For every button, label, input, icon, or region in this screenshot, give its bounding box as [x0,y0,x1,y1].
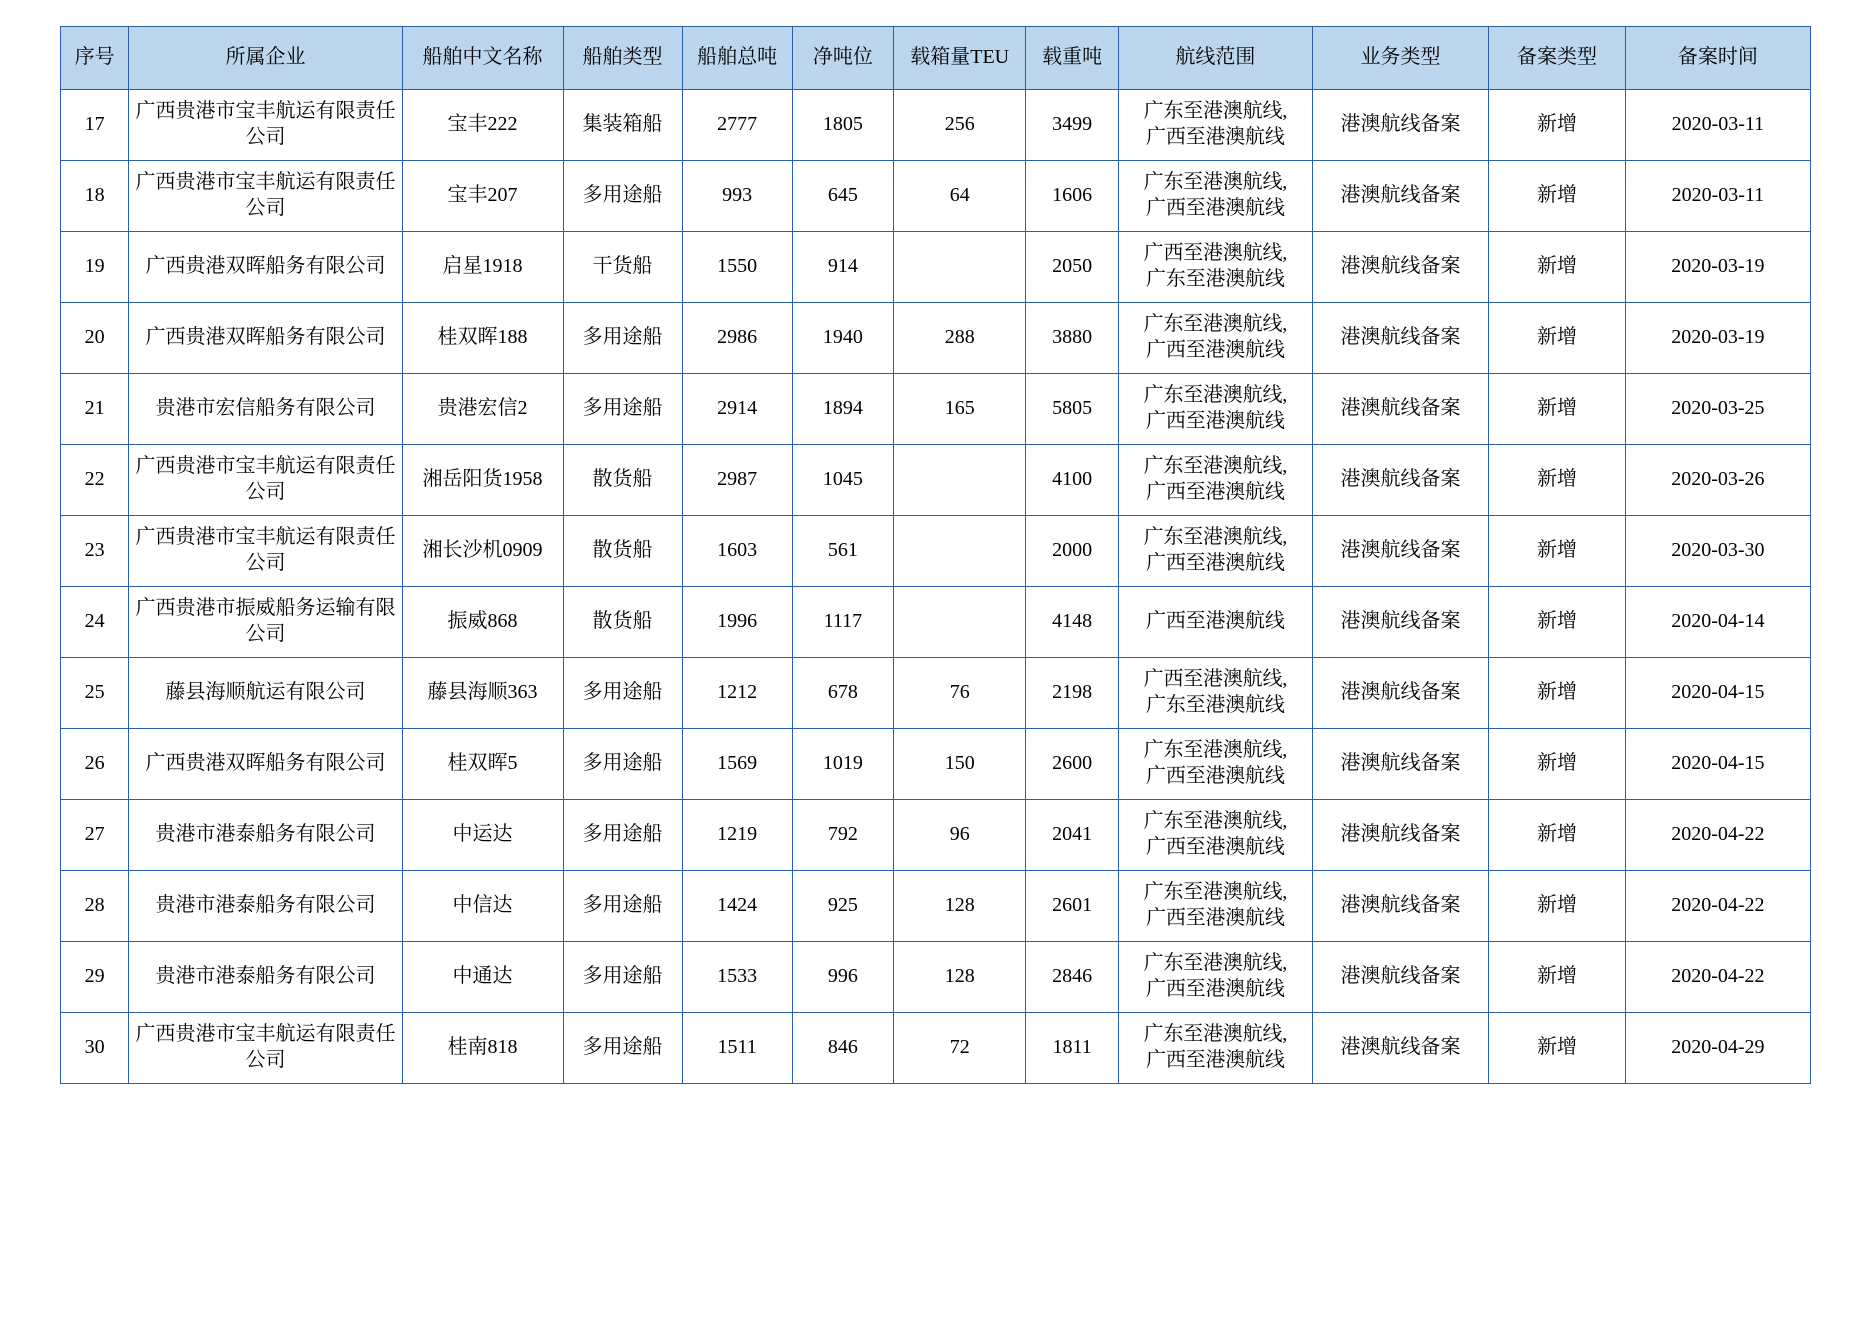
cell-ship-name: 湘长沙机0909 [402,516,563,587]
table-row [61,303,1811,374]
column-header-teu: 载箱量TEU [894,27,1026,90]
cell-index: 20 [61,303,129,374]
cell-ship-name: 中运达 [402,800,563,871]
route-line-2: 广西至港澳航线 [1146,1049,1285,1071]
cell-gross-tonnage: 2777 [682,90,792,161]
cell-filing-date: 2020-04-22 [1625,942,1810,1013]
table-row [61,161,1811,232]
table-row [61,658,1811,729]
route-line-1: 广东至港澳航线, [1143,384,1288,407]
cell-dwt: 3499 [1026,90,1119,161]
cell-filing-date: 2020-04-29 [1625,1013,1810,1084]
cell-route-range [1118,587,1312,658]
cell-business-type: 港澳航线备案 [1312,871,1488,942]
cell-index: 25 [61,658,129,729]
cell-ship-type: 散货船 [563,516,682,587]
cell-ship-name: 振威868 [402,587,563,658]
route-line-2: 广西至港澳航线 [1146,410,1285,432]
cell-ship-name: 中信达 [402,871,563,942]
cell-gross-tonnage: 1424 [682,871,792,942]
cell-teu: 288 [894,303,1026,374]
cell-company: 贵港市港泰船务有限公司 [129,800,402,871]
table-row [61,587,1811,658]
cell-dwt: 2000 [1026,516,1119,587]
cell-company: 广西贵港市宝丰航运有限责任公司 [129,1013,402,1084]
cell-filing-date: 2020-04-22 [1625,871,1810,942]
cell-gross-tonnage: 1569 [682,729,792,800]
route-line-2: 广西至港澳航线 [1146,339,1285,361]
table-row [61,1013,1811,1084]
column-header-gross-tonnage: 船舶总吨 [682,27,792,90]
cell-net-tonnage: 792 [792,800,893,871]
table-row [61,232,1811,303]
table-row [61,871,1811,942]
cell-teu [894,516,1026,587]
cell-filing-type: 新增 [1489,303,1626,374]
cell-filing-date: 2020-03-11 [1625,90,1810,161]
cell-route-range [1118,374,1312,445]
cell-gross-tonnage: 1996 [682,587,792,658]
cell-filing-date: 2020-04-15 [1625,729,1810,800]
cell-business-type: 港澳航线备案 [1312,729,1488,800]
cell-gross-tonnage: 993 [682,161,792,232]
cell-ship-type: 多用途船 [563,1013,682,1084]
cell-ship-type: 散货船 [563,587,682,658]
route-line-1: 广东至港澳航线, [1143,952,1288,975]
cell-net-tonnage: 996 [792,942,893,1013]
route-line-2: 广西至港澳航线 [1146,907,1285,929]
cell-index: 28 [61,871,129,942]
cell-business-type: 港澳航线备案 [1312,800,1488,871]
cell-company: 广西贵港市宝丰航运有限责任公司 [129,90,402,161]
column-header-index: 序号 [61,27,129,90]
cell-business-type: 港澳航线备案 [1312,232,1488,303]
cell-route-range [1118,658,1312,729]
cell-business-type: 港澳航线备案 [1312,303,1488,374]
cell-filing-type: 新增 [1489,90,1626,161]
column-header-route-range: 航线范围 [1118,27,1312,90]
cell-net-tonnage: 678 [792,658,893,729]
cell-index: 17 [61,90,129,161]
cell-teu: 150 [894,729,1026,800]
cell-ship-name: 宝丰207 [402,161,563,232]
cell-dwt: 2600 [1026,729,1119,800]
cell-net-tonnage: 645 [792,161,893,232]
cell-index: 26 [61,729,129,800]
cell-company: 贵港市宏信船务有限公司 [129,374,402,445]
cell-dwt: 1606 [1026,161,1119,232]
route-line-2: 广西至港澳航线 [1146,197,1285,219]
cell-ship-type: 集装箱船 [563,90,682,161]
cell-gross-tonnage: 1603 [682,516,792,587]
cell-net-tonnage: 1805 [792,90,893,161]
cell-gross-tonnage: 1511 [682,1013,792,1084]
cell-business-type: 港澳航线备案 [1312,516,1488,587]
cell-company: 贵港市港泰船务有限公司 [129,871,402,942]
cell-ship-type: 多用途船 [563,374,682,445]
cell-teu [894,445,1026,516]
cell-ship-name: 桂南818 [402,1013,563,1084]
cell-ship-type: 多用途船 [563,942,682,1013]
route-line-1: 广东至港澳航线, [1143,313,1288,336]
cell-ship-name: 湘岳阳货1958 [402,445,563,516]
cell-route-range [1118,800,1312,871]
cell-company: 广西贵港双晖船务有限公司 [129,729,402,800]
cell-company: 广西贵港双晖船务有限公司 [129,303,402,374]
table-row [61,516,1811,587]
cell-filing-type: 新增 [1489,516,1626,587]
cell-dwt: 4100 [1026,445,1119,516]
cell-filing-type: 新增 [1489,800,1626,871]
column-header-business-type: 业务类型 [1312,27,1488,90]
cell-dwt: 2601 [1026,871,1119,942]
cell-gross-tonnage: 1219 [682,800,792,871]
cell-index: 22 [61,445,129,516]
cell-business-type: 港澳航线备案 [1312,1013,1488,1084]
cell-company: 广西贵港市宝丰航运有限责任公司 [129,516,402,587]
cell-ship-name: 贵港宏信2 [402,374,563,445]
cell-filing-date: 2020-03-19 [1625,303,1810,374]
cell-ship-name: 宝丰222 [402,90,563,161]
cell-route-range [1118,729,1312,800]
cell-dwt: 3880 [1026,303,1119,374]
cell-filing-date: 2020-04-22 [1625,800,1810,871]
table-row [61,90,1811,161]
table-row [61,800,1811,871]
cell-teu: 256 [894,90,1026,161]
cell-filing-date: 2020-03-26 [1625,445,1810,516]
cell-filing-type: 新增 [1489,658,1626,729]
cell-net-tonnage: 925 [792,871,893,942]
cell-dwt: 2198 [1026,658,1119,729]
cell-filing-date: 2020-03-11 [1625,161,1810,232]
cell-filing-type: 新增 [1489,871,1626,942]
route-line-2: 广东至港澳航线 [1146,694,1285,716]
cell-gross-tonnage: 2987 [682,445,792,516]
route-line-2: 广西至港澳航线 [1146,552,1285,574]
route-line-1: 广东至港澳航线, [1143,1023,1288,1046]
cell-ship-type: 多用途船 [563,800,682,871]
cell-route-range [1118,445,1312,516]
cell-company: 藤县海顺航运有限公司 [129,658,402,729]
route-line-2: 广西至港澳航线 [1146,126,1285,148]
cell-filing-date: 2020-03-30 [1625,516,1810,587]
cell-business-type: 港澳航线备案 [1312,161,1488,232]
route-line-1: 广西至港澳航线, [1143,242,1288,265]
cell-dwt: 2041 [1026,800,1119,871]
table-row [61,374,1811,445]
cell-company: 广西贵港双晖船务有限公司 [129,232,402,303]
route-line-1: 广东至港澳航线, [1143,881,1288,904]
cell-ship-type: 散货船 [563,445,682,516]
cell-ship-name: 藤县海顺363 [402,658,563,729]
cell-gross-tonnage: 2914 [682,374,792,445]
cell-business-type: 港澳航线备案 [1312,942,1488,1013]
cell-business-type: 港澳航线备案 [1312,90,1488,161]
cell-company: 广西贵港市振威船务运输有限公司 [129,587,402,658]
cell-ship-name: 桂双晖5 [402,729,563,800]
cell-filing-date: 2020-04-15 [1625,658,1810,729]
route-line-1: 广东至港澳航线, [1143,526,1288,549]
cell-index: 27 [61,800,129,871]
cell-filing-type: 新增 [1489,942,1626,1013]
route-line-1: 广东至港澳航线, [1143,455,1288,478]
table-body [61,90,1811,1084]
cell-gross-tonnage: 1212 [682,658,792,729]
route-line-2: 广西至港澳航线 [1146,836,1285,858]
route-line-1: 广西至港澳航线, [1143,668,1288,691]
table-row [61,729,1811,800]
cell-index: 21 [61,374,129,445]
cell-ship-type: 多用途船 [563,729,682,800]
column-header-filing-type: 备案类型 [1489,27,1626,90]
cell-teu [894,232,1026,303]
cell-teu [894,587,1026,658]
cell-route-range [1118,516,1312,587]
cell-business-type: 港澳航线备案 [1312,374,1488,445]
cell-dwt: 2050 [1026,232,1119,303]
cell-net-tonnage: 561 [792,516,893,587]
column-header-ship-name: 船舶中文名称 [402,27,563,90]
cell-route-range [1118,90,1312,161]
cell-route-range [1118,942,1312,1013]
cell-filing-type: 新增 [1489,587,1626,658]
cell-filing-type: 新增 [1489,445,1626,516]
cell-ship-name: 中通达 [402,942,563,1013]
cell-gross-tonnage: 1533 [682,942,792,1013]
cell-net-tonnage: 1894 [792,374,893,445]
cell-index: 18 [61,161,129,232]
table-row [61,445,1811,516]
cell-company: 广西贵港市宝丰航运有限责任公司 [129,445,402,516]
cell-filing-type: 新增 [1489,1013,1626,1084]
cell-route-range [1118,232,1312,303]
cell-filing-date: 2020-03-19 [1625,232,1810,303]
cell-net-tonnage: 1045 [792,445,893,516]
cell-business-type: 港澳航线备案 [1312,445,1488,516]
cell-filing-type: 新增 [1489,374,1626,445]
cell-dwt: 5805 [1026,374,1119,445]
cell-filing-type: 新增 [1489,232,1626,303]
route-line-1: 广东至港澳航线, [1143,739,1288,762]
cell-ship-type: 干货船 [563,232,682,303]
cell-filing-date: 2020-03-25 [1625,374,1810,445]
cell-route-range [1118,303,1312,374]
cell-ship-type: 多用途船 [563,658,682,729]
table-header-row [61,27,1811,90]
cell-business-type: 港澳航线备案 [1312,658,1488,729]
cell-dwt: 2846 [1026,942,1119,1013]
cell-ship-name: 桂双晖188 [402,303,563,374]
cell-dwt: 1811 [1026,1013,1119,1084]
cell-business-type: 港澳航线备案 [1312,587,1488,658]
cell-net-tonnage: 1019 [792,729,893,800]
route-line-2: 广西至港澳航线 [1146,978,1285,1000]
column-header-company: 所属企业 [129,27,402,90]
cell-ship-name: 启星1918 [402,232,563,303]
column-header-net-tonnage: 净吨位 [792,27,893,90]
ship-filing-table [60,26,1811,1084]
table-row [61,942,1811,1013]
cell-gross-tonnage: 1550 [682,232,792,303]
cell-teu: 128 [894,871,1026,942]
cell-index: 30 [61,1013,129,1084]
cell-index: 24 [61,587,129,658]
cell-ship-type: 多用途船 [563,303,682,374]
cell-teu: 96 [894,800,1026,871]
route-line-1: 广东至港澳航线, [1143,810,1288,833]
column-header-filing-date: 备案时间 [1625,27,1810,90]
column-header-ship-type: 船舶类型 [563,27,682,90]
cell-gross-tonnage: 2986 [682,303,792,374]
cell-company: 广西贵港市宝丰航运有限责任公司 [129,161,402,232]
cell-route-range [1118,871,1312,942]
route-line-2: 广西至港澳航线 [1146,765,1285,787]
route-line-2: 广西至港澳航线 [1146,481,1285,503]
cell-net-tonnage: 1940 [792,303,893,374]
cell-teu: 72 [894,1013,1026,1084]
cell-teu: 165 [894,374,1026,445]
cell-route-range [1118,1013,1312,1084]
cell-ship-type: 多用途船 [563,161,682,232]
cell-index: 23 [61,516,129,587]
route-line-1: 广东至港澳航线, [1143,171,1288,194]
cell-teu: 128 [894,942,1026,1013]
cell-teu: 64 [894,161,1026,232]
route-line-1: 广西至港澳航线 [1146,610,1285,633]
cell-company: 贵港市港泰船务有限公司 [129,942,402,1013]
cell-teu: 76 [894,658,1026,729]
cell-dwt: 4148 [1026,587,1119,658]
cell-net-tonnage: 846 [792,1013,893,1084]
cell-ship-type: 多用途船 [563,871,682,942]
route-line-1: 广东至港澳航线, [1143,100,1288,123]
cell-net-tonnage: 1117 [792,587,893,658]
cell-filing-date: 2020-04-14 [1625,587,1810,658]
route-line-2: 广东至港澳航线 [1146,268,1285,290]
cell-net-tonnage: 914 [792,232,893,303]
cell-index: 29 [61,942,129,1013]
cell-filing-type: 新增 [1489,729,1626,800]
cell-index: 19 [61,232,129,303]
cell-filing-type: 新增 [1489,161,1626,232]
cell-route-range [1118,161,1312,232]
table-header [61,27,1811,90]
column-header-dwt: 载重吨 [1026,27,1119,90]
